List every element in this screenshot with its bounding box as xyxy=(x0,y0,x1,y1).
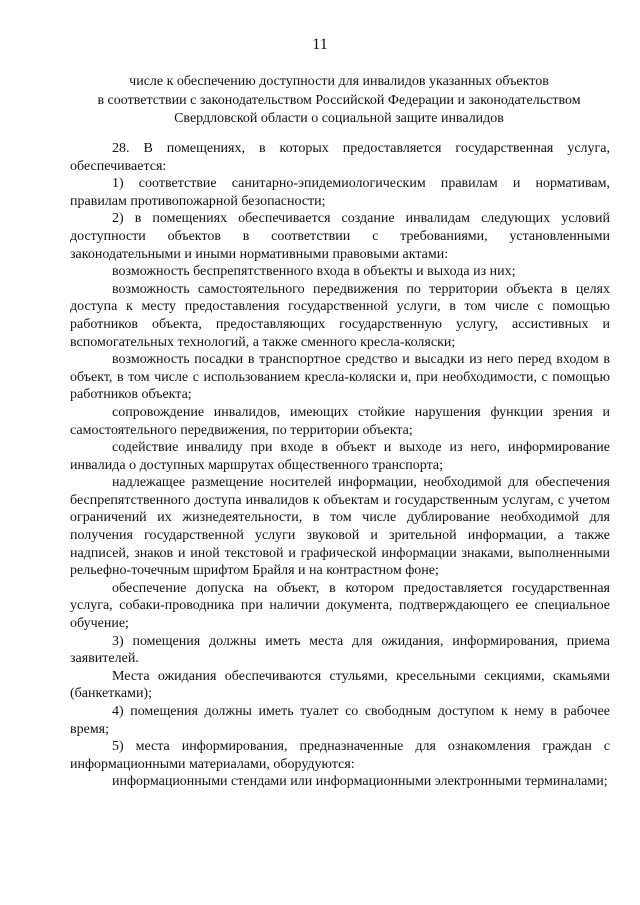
paragraph-sanitary-rules: 1) соответствие санитарно-эпидемиологическим правилам и нормативам, правилам противопожарной безопасности; xyxy=(70,176,610,209)
paragraph-assistance: содействие инвалиду при входе в объект и выходе из него, информирование инвалида о доступных маршрутах общественного транспорта; xyxy=(70,440,610,473)
paragraph-escort: сопровождение инвалидов, имеющих стойкие нарушения функции зрения и самостоятельного передвижения, по территории объекта; xyxy=(70,404,610,438)
paragraph-accessibility-conditions: 2) в помещениях обеспечивается создание инвалидам следующих условий доступности объектов в соответствии с требованиями, установленными законодательными и иными нормативными правовыми актами: xyxy=(70,211,610,262)
document-body xyxy=(70,140,610,791)
paragraph-guide-dog: обеспечение допуска на объект, в котором предоставляется государственная услуга, собаки-проводника при наличии документа, подтверждающего ее специальное обучение; xyxy=(70,580,610,632)
paragraph-entry-exit: возможность беспрепятственного входа в объекты и выхода из них; xyxy=(112,264,516,280)
paragraph-toilet: 4) помещения должны иметь туалет со свободным доступом к нему в рабочее время; xyxy=(70,704,610,737)
heading-line: Свердловской области о социальной защите инвалидов xyxy=(174,111,504,126)
paragraph-seating: Места ожидания обеспечиваются стульями, кресельными секциями, скамьями (банкетками); xyxy=(70,668,610,702)
paragraph-independent-movement: возможность самостоятельного передвижения по территории объекта в целях доступа к месту предоставления государственной услуги, в том числе с помощью работников объекта, предоставляющих государственную услугу, ассистивных и вспомогательных технологий, а также сменного кресла-коляски; xyxy=(70,281,610,350)
paragraph-waiting-areas: 3) помещения должны иметь места для ожидания, информирования, приема заявителей. xyxy=(70,633,610,667)
paragraph-information-placement: надлежащее размещение носителей информации, необходимой для обеспечения беспрепятственного доступа инвалидов к объектам и государственным услугам, с учетом ограничений их жизнедеятельности, в том числе дублирование необходимой для получения государственной услуги звуковой и зрительной информации, а также надписей, знаков и иной текстовой и графической информации знаками, выполненными рельефно-точечным шрифтом Брайля и на контрастном фоне; xyxy=(70,475,610,579)
paragraph-information-places: 5) места информирования, предназначенные для ознакомления граждан с информационными материалами, оборудуются: xyxy=(70,739,610,772)
heading-line: числе к обеспечению доступности для инвалидов указанных объектов xyxy=(129,74,549,89)
page-number: 11 xyxy=(312,36,328,53)
paragraph-item-28: 28. В помещениях, в которых предоставляется государственная услуга, обеспечивается: xyxy=(70,141,610,174)
paragraph-stands-terminals: информационными стендами или информационными электронными терминалами; xyxy=(112,774,608,790)
section-heading xyxy=(70,73,608,129)
heading-line: в соответствии с законодательством Российской Федерации и законодательством xyxy=(97,92,581,108)
paragraph-vehicle-boarding: возможность посадки в транспортное средство и высадки из него перед входом в объект, в том числе с использованием кресла-коляски и, при необходимости, с помощью работников объекта; xyxy=(70,352,610,403)
